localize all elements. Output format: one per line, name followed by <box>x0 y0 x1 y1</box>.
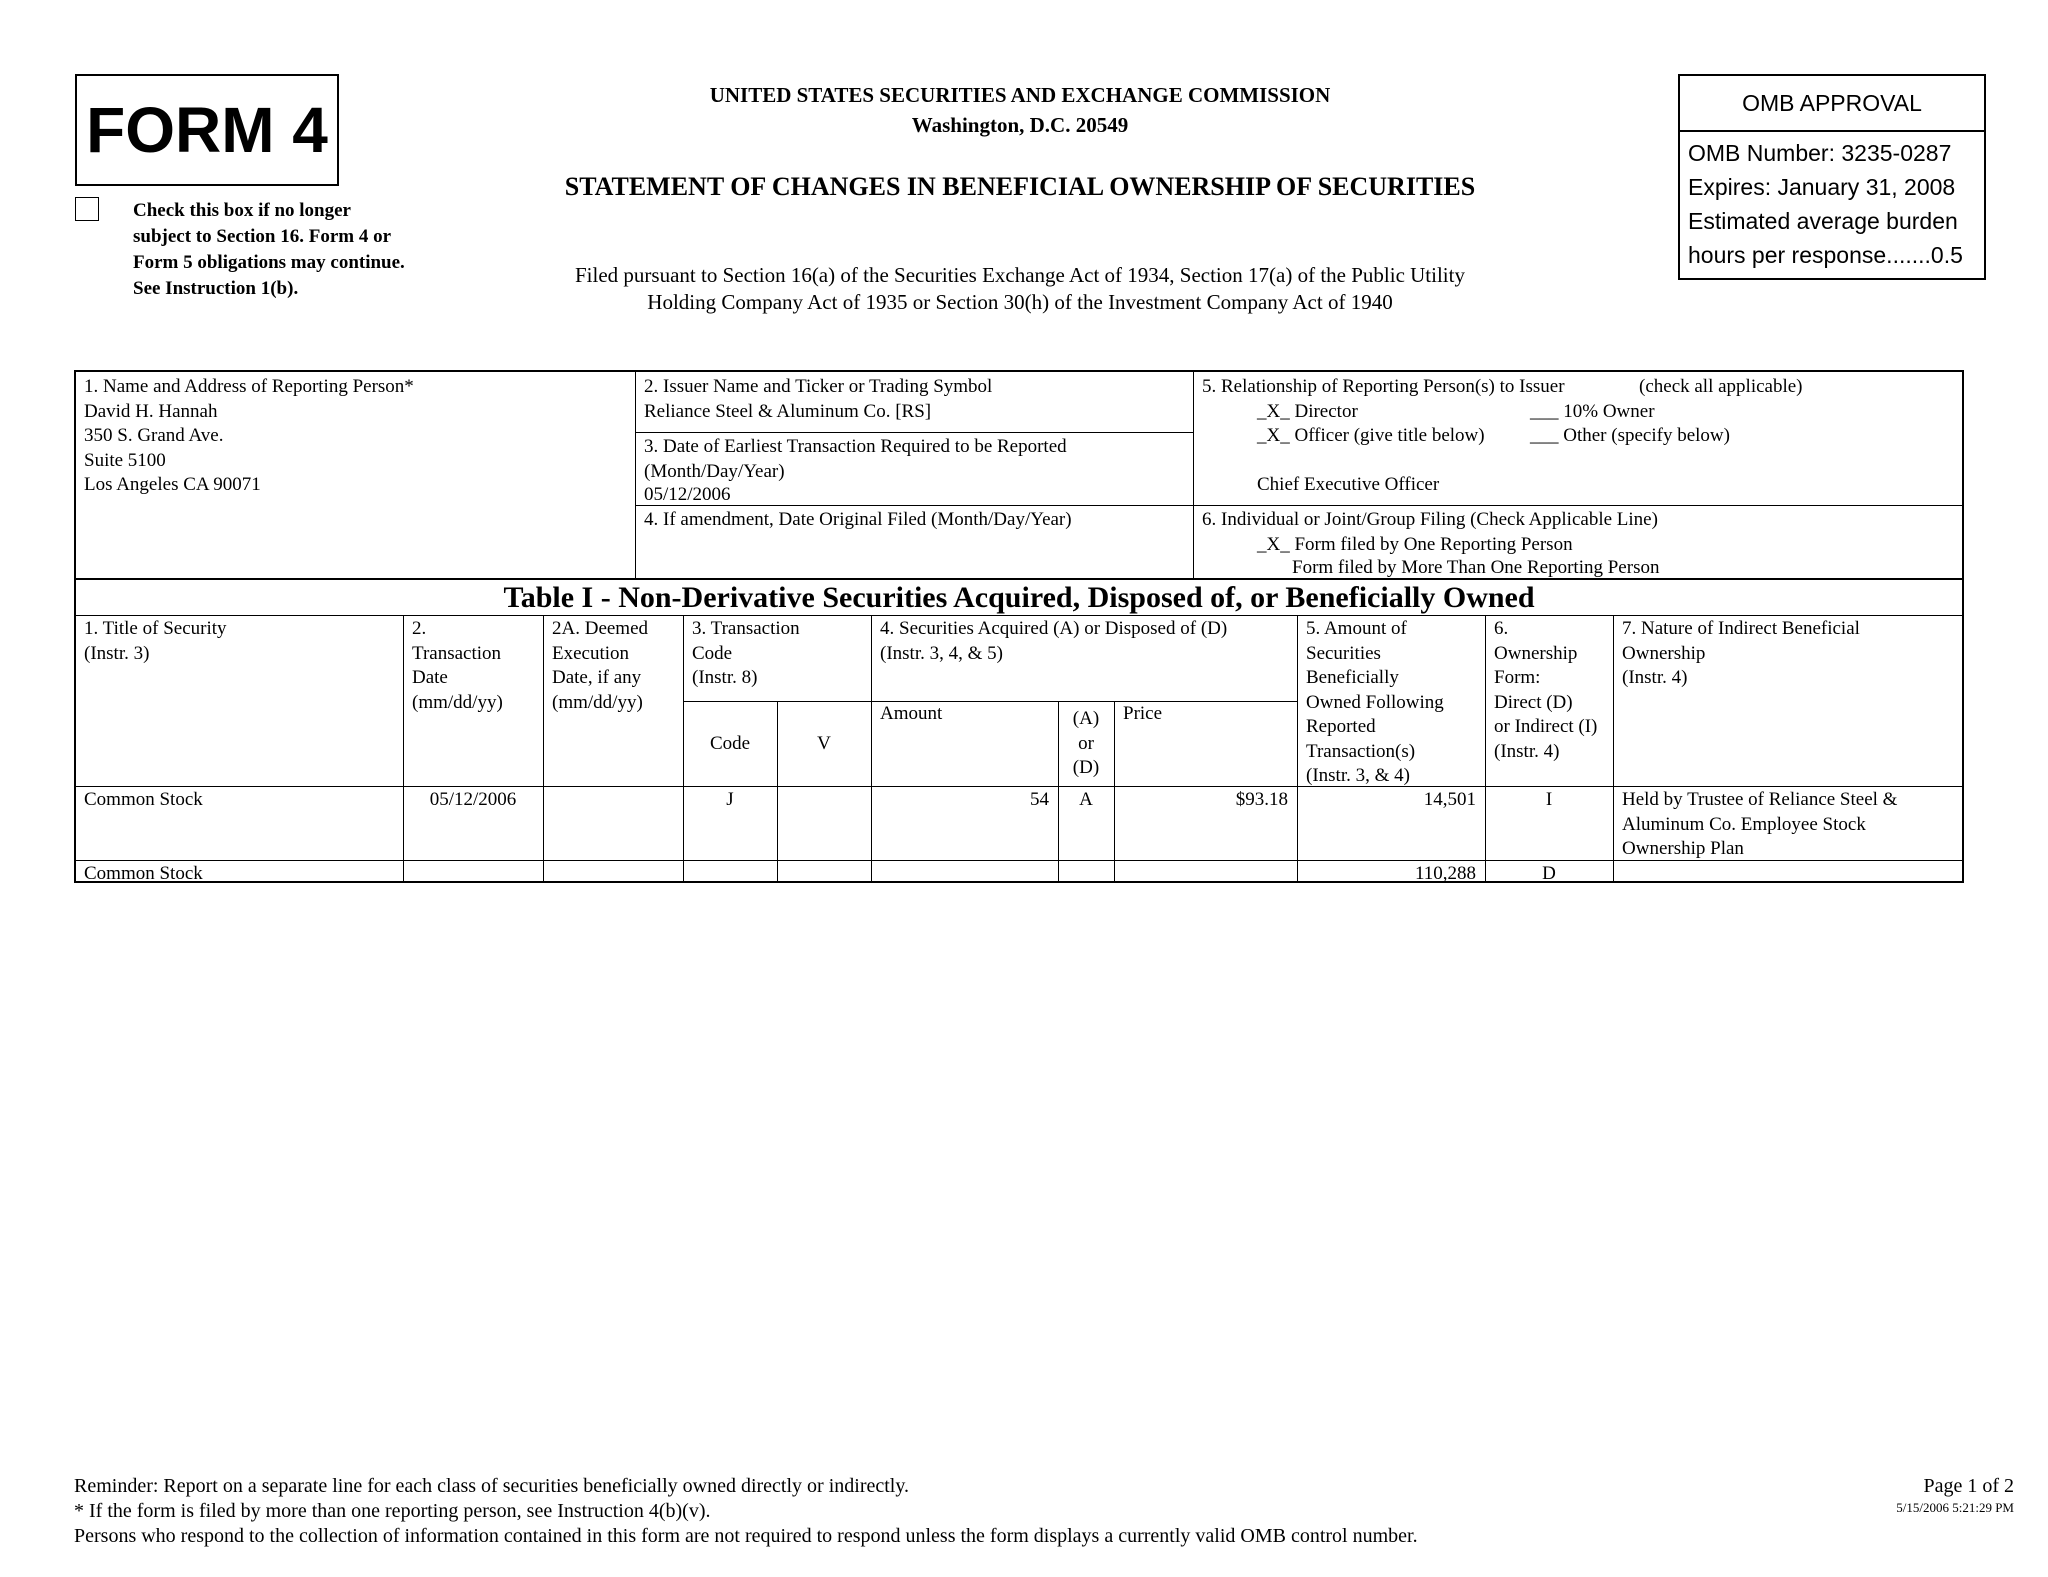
filing-more-persons: Form filed by More Than One Reporting Person <box>1292 557 1660 578</box>
agency-heading: UNITED STATES SECURITIES AND EXCHANGE COMMISSION Washington, D.C. 20549 <box>709 83 1331 137</box>
issuer-value: Reliance Steel & Aluminum Co. [RS] <box>644 400 932 422</box>
omb-approval-box <box>1678 74 1986 280</box>
checkbox-label: Check this box if no longer subject to Section 16. Form 4 or Form 5 obligations may continue. See Instruction 1(b). <box>133 200 405 299</box>
relationship-other: ___ Other (specify below) <box>1530 425 1730 446</box>
timestamp: 5/15/2006 5:21:29 PM <box>1896 1500 2014 1515</box>
table1 <box>74 615 1964 883</box>
earliest-date-value: 05/12/2006 <box>644 484 731 505</box>
col-transaction-code: 3. Transaction Code (Instr. 8) <box>692 618 800 688</box>
row2-owned: 110,288 <box>1414 863 1476 884</box>
officer-title: Chief Executive Officer <box>1257 474 1440 495</box>
row1-nature: Held by Trustee of Reliance Steel & Aluminum Co. Employee Stock Ownership Plan <box>1622 789 1898 859</box>
reporting-person-name: David H. Hannah <box>84 400 218 422</box>
row1-title: Common Stock <box>84 789 203 810</box>
relationship-officer: _X_ Officer (give title below) <box>1257 425 1485 446</box>
filed-pursuant-text: Filed pursuant to Section 16(a) of the Securities Exchange Act of 1934, Section 17(a) of the Public Utility Holding Company Act of 1935 or Section 30(h) of the Investment Company Act of 1940 <box>575 263 1465 314</box>
reporting-person-label: 1. Name and Address of Reporting Person* <box>84 376 414 397</box>
col-title-of-security: 1. Title of Security (Instr. 3) <box>84 618 227 664</box>
col-deemed-execution-date: 2A. Deemed Execution Date, if any (mm/dd/yy) <box>552 618 649 713</box>
row1-amount: 54 <box>1030 789 1049 810</box>
row1-owned: 14,501 <box>1423 789 1476 810</box>
relationship-label: 5. Relationship of Reporting Person(s) to Issuer <box>1202 376 1565 397</box>
reporting-person-address3: Los Angeles CA 90071 <box>84 474 261 495</box>
reporting-info-table <box>74 370 1964 580</box>
filing-label: 6. Individual or Joint/Group Filing (Check Applicable Line) <box>1202 509 1658 530</box>
no-longer-subject-checkbox[interactable] <box>75 197 99 221</box>
relationship-ten-percent-owner: ___ 10% Owner <box>1530 400 1655 422</box>
row1-ownership-form: I <box>1545 789 1553 810</box>
earliest-date-label2: (Month/Day/Year) <box>644 460 785 482</box>
col-code: Code <box>709 733 751 754</box>
row1-price: $93.18 <box>1235 789 1288 810</box>
col-ownership-form: 6. Ownership Form: Direct (D) or Indirect (I) (Instr. 4) <box>1494 618 1598 762</box>
statement-title: STATEMENT OF CHANGES IN BENEFICIAL OWNERSHIP OF SECURITIES <box>564 172 1476 201</box>
col-securities-acquired: 4. Securities Acquired (A) or Disposed of (D) (Instr. 3, 4, & 5) <box>880 618 1228 664</box>
col-a-or-d: (A) or (D) <box>1072 708 1100 778</box>
row1-date: 05/12/2006 <box>429 789 517 810</box>
row2-title: Common Stock <box>84 863 203 884</box>
issuer-label: 2. Issuer Name and Ticker or Trading Symbol <box>644 376 993 397</box>
filing-one-person: _X_ Form filed by One Reporting Person <box>1257 533 1573 555</box>
relationship-check-all: (check all applicable) <box>1639 376 1803 397</box>
col-v: V <box>817 733 831 754</box>
earliest-date-label: 3. Date of Earliest Transaction Required to be Reported <box>644 436 1067 457</box>
footer-notes: Reminder: Report on a separate line for each class of securities beneficially owned directly or indirectly. * If the form is filed by more than one reporting person, see Instruction 4(b)(v). Persons who respond to the collection of information contained in this form are not required to respond unless the form displays a currently valid OMB control number. <box>74 1475 1418 1547</box>
row1-a-or-d: A <box>1079 789 1093 810</box>
col-price: Price <box>1123 703 1163 724</box>
col-transaction-date: 2. Transaction Date (mm/dd/yy) <box>412 618 503 713</box>
form-title: FORM 4 <box>75 74 339 186</box>
omb-details: OMB Number: 3235-0287 Expires: January 31, 2008 Estimated average burden hours per response.......0.5 <box>1688 140 1963 268</box>
reporting-person-address2: Suite 5100 <box>84 449 166 471</box>
amendment-label: 4. If amendment, Date Original Filed (Month/Day/Year) <box>644 509 1072 530</box>
col-nature-of-ownership: 7. Nature of Indirect Beneficial Ownership (Instr. 4) <box>1622 618 1860 688</box>
reporting-person-address1: 350 S. Grand Ave. <box>84 425 224 446</box>
row2-ownership-form: D <box>1542 863 1556 884</box>
col-amount-owned: 5. Amount of Securities Beneficially Owned Following Reported Transaction(s) (Instr. 3, & 4) <box>1306 618 1444 786</box>
row1-code: J <box>726 789 734 810</box>
relationship-director: _X_ Director <box>1257 400 1358 422</box>
omb-heading: OMB APPROVAL <box>1680 76 1984 132</box>
col-amount: Amount <box>880 703 943 724</box>
page-number: Page 1 of 2 <box>1923 1475 2014 1497</box>
table1-title: Table I - Non-Derivative Securities Acquired, Disposed of, or Beneficially Owned <box>74 580 1964 616</box>
